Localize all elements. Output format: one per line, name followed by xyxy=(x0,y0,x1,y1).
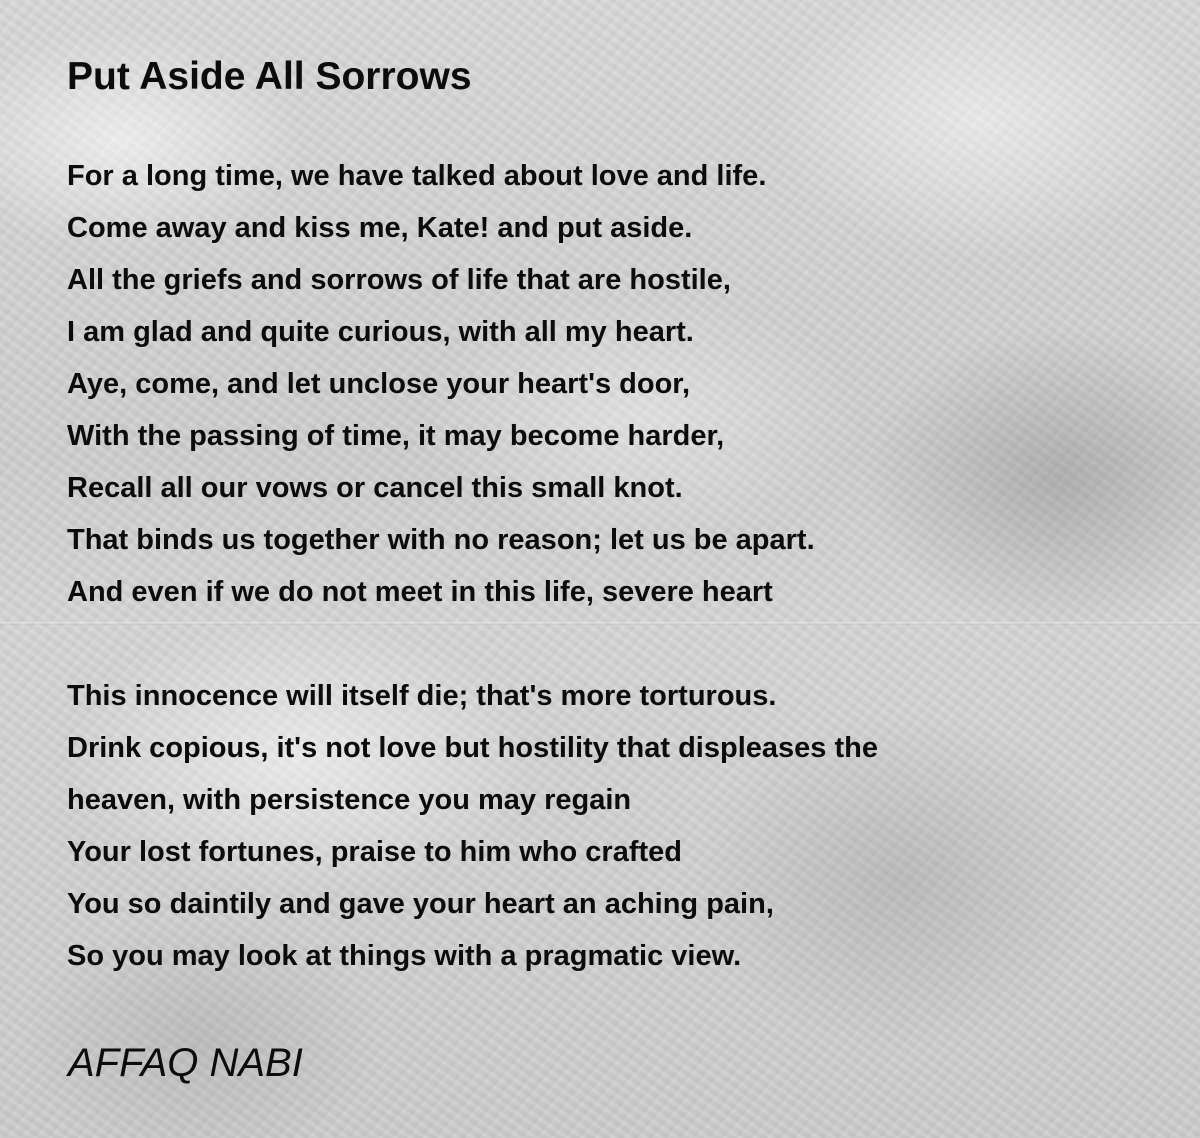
stanza-1 xyxy=(67,150,815,618)
background-seam xyxy=(0,622,1200,625)
poem-line: Come away and kiss me, Kate! and put aside. xyxy=(67,212,693,244)
poem-line: So you may look at things with a pragmatic view. xyxy=(67,940,742,972)
stanza-2 xyxy=(67,670,878,982)
poem-line: This innocence will itself die; that's more torturous. xyxy=(67,680,777,712)
poem-line: Aye, come, and let unclose your heart's door, xyxy=(67,368,691,400)
poem-line: That binds us together with no reason; let us be apart. xyxy=(67,524,815,556)
poem-line: Drink copious, it's not love but hostility that displeases the xyxy=(67,732,878,764)
poem-line: You so daintily and gave your heart an aching pain, xyxy=(67,888,774,920)
poem-line: heaven, with persistence you may regain xyxy=(67,784,632,816)
poem-title: Put Aside All Sorrows xyxy=(67,55,472,98)
poem-line: Your lost fortunes, praise to him who crafted xyxy=(67,836,682,868)
poem-line: With the passing of time, it may become harder, xyxy=(67,420,725,452)
poem-author: AFFAQ NABI xyxy=(68,1041,303,1085)
poem-line: And even if we do not meet in this life, severe heart xyxy=(67,576,773,608)
poem-line: All the griefs and sorrows of life that are hostile, xyxy=(67,264,731,296)
poem-line: Recall all our vows or cancel this small knot. xyxy=(67,472,683,504)
poem-line: I am glad and quite curious, with all my heart. xyxy=(67,316,694,348)
poem-line: For a long time, we have talked about love and life. xyxy=(67,160,767,192)
